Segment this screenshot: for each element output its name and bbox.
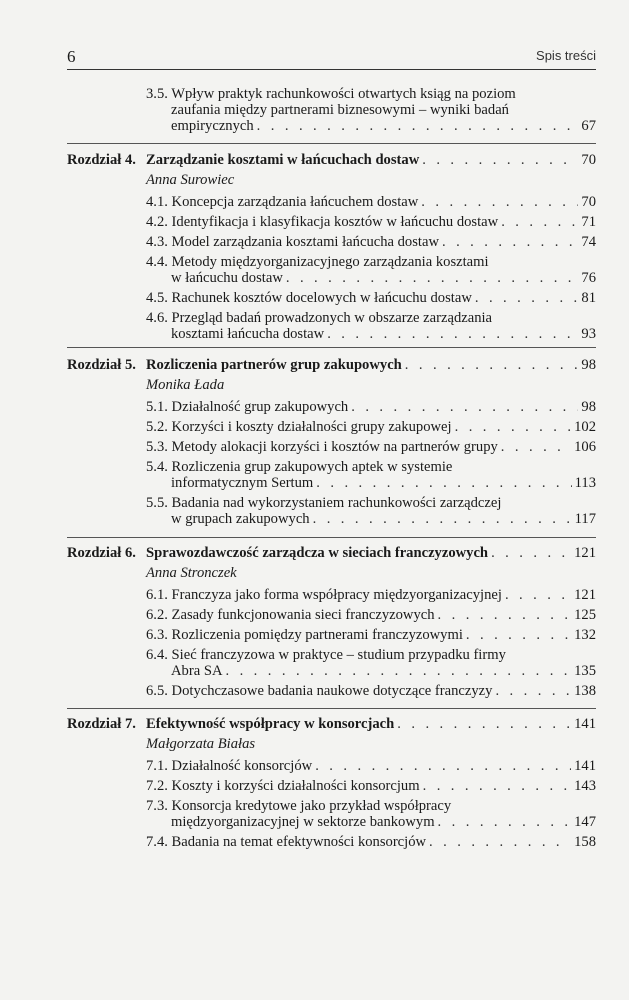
section-number: 6.4.: [146, 647, 168, 663]
toc-entry[interactable]: [146, 683, 596, 699]
dot-leader: [316, 475, 571, 491]
chapter-heading-4[interactable]: [67, 152, 596, 168]
chapter-rule: [67, 537, 596, 538]
section-number: 6.1.: [146, 587, 168, 603]
dot-leader: [286, 270, 579, 286]
section-title-line: Działalność konsorcjów: [171, 758, 313, 774]
running-head: Spis treści: [536, 48, 596, 63]
page-ref: 98: [581, 357, 596, 373]
toc-entry[interactable]: [146, 459, 596, 491]
toc-entry[interactable]: [146, 798, 596, 830]
dot-leader: [438, 607, 572, 623]
toc-entry[interactable]: [146, 194, 596, 210]
section-number: 5.3.: [146, 439, 168, 455]
page-ref: 143: [574, 778, 596, 794]
dot-leader: [405, 357, 579, 373]
header-rule: [67, 69, 596, 70]
page-ref: 141: [574, 716, 596, 732]
toc-entry[interactable]: [146, 399, 596, 415]
toc-entry-3-5[interactable]: [146, 86, 596, 134]
section-title-line: Rachunek kosztów docelowych w łańcuchu dostaw: [171, 290, 472, 306]
chapter-heading-6[interactable]: [67, 545, 596, 561]
chapter-rule: [67, 708, 596, 709]
dot-leader: [455, 419, 572, 435]
section-number: 7.2.: [146, 778, 168, 794]
section-title-line: empirycznych: [171, 118, 254, 134]
section-title-line: kosztami łańcucha dostaw: [171, 326, 325, 342]
page-ref: 70: [581, 152, 596, 168]
page-ref: 71: [581, 214, 596, 230]
page-ref: 113: [574, 475, 596, 491]
section-number: 4.4.: [146, 254, 168, 270]
section-title-line: Działalność grup zakupowych: [171, 399, 349, 415]
chapter-author: Anna Surowiec: [146, 172, 235, 188]
section-title-line: Konsorcja kredytowe jako przykład współpracy: [171, 798, 452, 814]
section-number: 4.5.: [146, 290, 168, 306]
section-title-line: Korzyści i koszty działalności grupy zakupowej: [171, 419, 452, 435]
chapter-title: Zarządzanie kosztami w łańcuchach dostaw: [146, 152, 420, 168]
dot-leader: [466, 627, 571, 643]
dot-leader: [501, 439, 571, 455]
page-number: 6: [67, 47, 76, 66]
dot-leader: [505, 587, 571, 603]
toc-entry[interactable]: [146, 495, 596, 527]
section-title-line: międzyorganizacyjnej w sektorze bankowym: [171, 814, 435, 830]
page-ref: 125: [574, 607, 596, 623]
section-number: 4.2.: [146, 214, 168, 230]
page-ref: 98: [581, 399, 596, 415]
dot-leader: [429, 834, 571, 850]
section-title-line: informatycznym Sertum: [171, 475, 314, 491]
page-ref: 76: [581, 270, 596, 286]
page-ref: 147: [574, 814, 596, 830]
dot-leader: [313, 511, 572, 527]
section-number: 7.1.: [146, 758, 168, 774]
toc-entry[interactable]: [146, 254, 596, 286]
section-number: 6.5.: [146, 683, 168, 699]
chapter-rule: [67, 143, 596, 144]
section-title-line: Metody międzyorganizacyjnego zarządzania kosztami: [171, 254, 489, 270]
page-ref: 121: [574, 587, 596, 603]
section-title-line: Rozliczenia grup zakupowych aptek w systemie: [171, 459, 453, 475]
page-ref: 74: [581, 234, 596, 250]
chapter-label: Rozdział 7.: [67, 716, 136, 732]
chapter-label: Rozdział 6.: [67, 545, 136, 561]
section-number: 3.5.: [146, 86, 168, 102]
dot-leader: [495, 683, 571, 699]
section-title-line: Franczyza jako forma współpracy międzyorganizacyjnej: [171, 587, 502, 603]
section-number: 5.2.: [146, 419, 168, 435]
page-ref: 106: [574, 439, 596, 455]
section-number: 7.4.: [146, 834, 168, 850]
chapter-author: Małgorzata Białas: [146, 736, 256, 752]
dot-leader: [491, 545, 571, 561]
chapter-title: Sprawozdawczość zarządcza w sieciach franczyzowych: [146, 545, 489, 561]
section-title-line: Metody alokacji korzyści i kosztów na partnerów grupy: [171, 439, 498, 455]
toc-entry[interactable]: [146, 310, 596, 342]
section-number: 6.3.: [146, 627, 168, 643]
page-ref: 135: [574, 663, 596, 679]
page-ref: 158: [574, 834, 596, 850]
page-ref: 138: [574, 683, 596, 699]
section-title-line: Przegląd badań prowadzonych w obszarze zarządzania: [171, 310, 493, 326]
section-number: 5.5.: [146, 495, 168, 511]
section-title-line: Model zarządzania kosztami łańcucha dostaw: [171, 234, 439, 250]
dot-leader: [421, 194, 578, 210]
toc-entry[interactable]: [146, 647, 596, 679]
page-ref: 141: [574, 758, 596, 774]
section-number: 7.3.: [146, 798, 168, 814]
dot-leader: [327, 326, 578, 342]
section-title-line: w łańcuchu dostaw: [171, 270, 283, 286]
toc-entry[interactable]: [146, 419, 596, 435]
section-number: 4.3.: [146, 234, 168, 250]
section-title-line: w grupach zakupowych: [171, 511, 310, 527]
toc-entry[interactable]: [146, 607, 596, 623]
chapter-heading-5[interactable]: [67, 357, 596, 373]
page-ref: 81: [581, 290, 596, 306]
section-number: 5.1.: [146, 399, 168, 415]
section-number: 4.1.: [146, 194, 168, 210]
page-ref: 70: [581, 194, 596, 210]
dot-leader: [475, 290, 579, 306]
chapter-label: Rozdział 5.: [67, 357, 136, 373]
chapter-heading-7[interactable]: [67, 716, 596, 732]
section-title-line: Rozliczenia pomiędzy partnerami franczyzowymi: [171, 627, 463, 643]
chapter-rule: [67, 347, 596, 348]
dot-leader: [442, 234, 578, 250]
section-title-line: Koncepcja zarządzania łańcuchem dostaw: [171, 194, 419, 210]
chapter-author: Monika Łada: [146, 377, 225, 393]
chapter-title: Rozliczenia partnerów grup zakupowych: [146, 357, 402, 373]
toc-entry[interactable]: [146, 214, 596, 230]
toc-entry[interactable]: [146, 778, 596, 794]
dot-leader: [351, 399, 578, 415]
section-title-line: Dotychczasowe badania naukowe dotyczące franczyzy: [171, 683, 493, 699]
dot-leader: [315, 758, 571, 774]
section-number: 4.6.: [146, 310, 168, 326]
section-number: 5.4.: [146, 459, 168, 475]
toc-entry[interactable]: [146, 587, 596, 603]
section-title-line: Zasady funkcjonowania sieci franczyzowych: [171, 607, 435, 623]
section-title-line: Abra SA: [171, 663, 223, 679]
dot-leader: [438, 814, 572, 830]
page-ref: 93: [581, 326, 596, 342]
toc-entry[interactable]: [146, 834, 596, 850]
page-ref: 121: [574, 545, 596, 561]
dot-leader: [257, 118, 579, 134]
toc-entry[interactable]: [146, 234, 596, 250]
section-title-line: Badania na temat efektywności konsorcjów: [171, 834, 427, 850]
chapter-author: Anna Stronczek: [146, 565, 237, 581]
section-title-line: Wpływ praktyk rachunkowości otwartych ksiąg na poziom: [171, 86, 516, 102]
toc-entry[interactable]: [146, 627, 596, 643]
page-ref: 67: [581, 118, 596, 134]
dot-leader: [225, 663, 571, 679]
toc-entry[interactable]: [146, 290, 596, 306]
dot-leader: [423, 778, 572, 794]
toc-entry[interactable]: [146, 439, 596, 455]
section-title-line: Koszty i korzyści działalności konsorcjum: [171, 778, 420, 794]
dot-leader: [501, 214, 578, 230]
page-ref: 132: [574, 627, 596, 643]
dot-leader: [422, 152, 578, 168]
dot-leader: [397, 716, 571, 732]
toc-entry[interactable]: [146, 758, 596, 774]
page-ref: 102: [574, 419, 596, 435]
section-title-line: Sieć franczyzowa w praktyce – studium przypadku firmy: [171, 647, 506, 663]
chapter-label: Rozdział 4.: [67, 152, 136, 168]
section-title-line: Identyfikacja i klasyfikacja kosztów w łańcuchu dostaw: [171, 214, 499, 230]
section-number: 6.2.: [146, 607, 168, 623]
page-ref: 117: [574, 511, 596, 527]
section-title-line: Badania nad wykorzystaniem rachunkowości zarządczej: [171, 495, 502, 511]
chapter-title: Efektywność współpracy w konsorcjach: [146, 716, 395, 732]
section-title-line: zaufania między partnerami biznesowymi – wyniki badań: [171, 102, 509, 118]
